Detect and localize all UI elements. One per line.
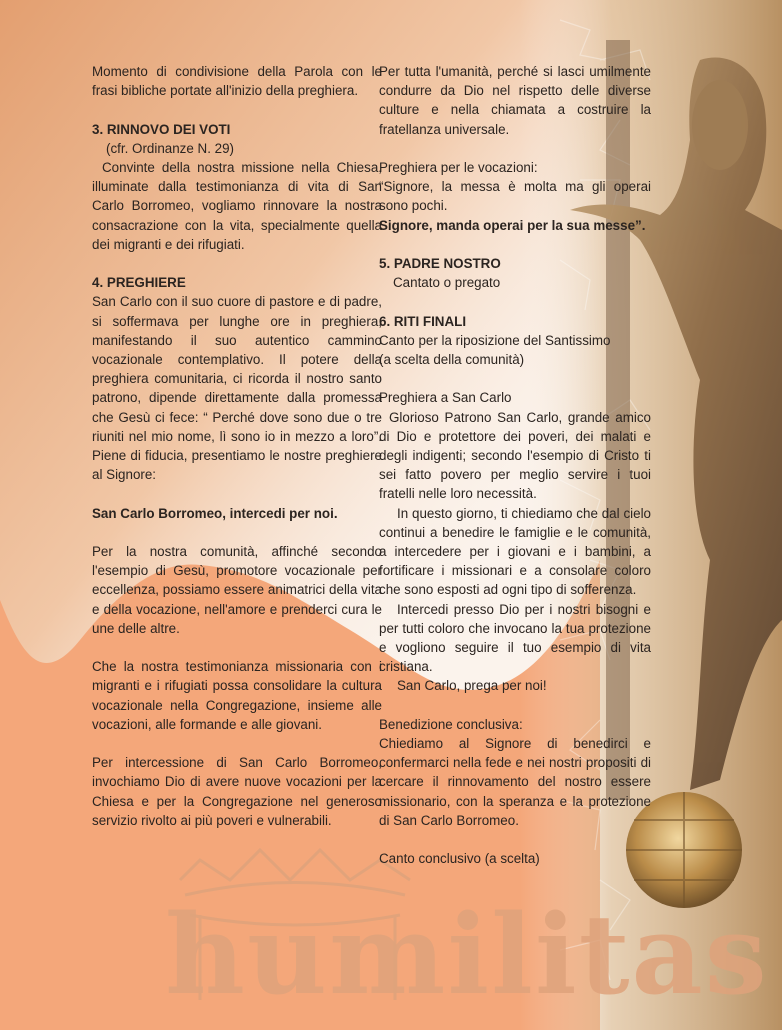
right-column xyxy=(379,62,651,868)
humilitas-watermark: humilitas xyxy=(165,890,769,1019)
song-note: (a scelta della comunità) xyxy=(379,352,525,367)
intention-community: Per la nostra comunità, affinché secondo l'esempio di Gesù, promotore vocazionale per eccellenza, possiamo essere animatrici della vita e della vocazione, nell'amore e prenderci cura le une delle altre. xyxy=(92,544,382,636)
vocations-line-2: Signore, manda operai per la sua messe”. xyxy=(379,217,646,233)
section-4-body: San Carlo con il suo cuore di pastore e di padre, si soffermava per lunghe ore in preghiera, manifestando il suo autentico cammino vocazionale contemplativo. Il potere della preghiera comunitaria, ci ricorda il nostro santo patrono, dipende direttamente dalla promessa che Gesù ci fece: “ Perché dove sono due o tre riuniti nel mio nome, lì sono io in mezzo a loro”. Piene di fiducia, presentiamo le nostre preghiere al Signore: xyxy=(92,294,382,483)
intention-humanity: Per tutta l'umanità, perché si lasci umilmente condurre da Dio nel rispetto delle diverse culture e nella chiamata a costruire la fratellanza universale. xyxy=(379,64,651,137)
intention-testimony: Che la nostra testimonianza missionaria con i migranti e i rifugiati possa consolidare la cultura vocazionale nella Congregazione, insieme alle vocazioni, alle formande e alle giovani. xyxy=(92,659,382,732)
prayer-response: San Carlo Borromeo, intercedi per noi. xyxy=(92,505,338,521)
prayer-paragraph-3: Intercedi presso Dio per i nostri bisogni e per tutti coloro che invocano la tua protezione e vogliono seguire il tuo esempio di vita cristiana. xyxy=(379,601,651,675)
section-4-heading: 4. PREGHIERE xyxy=(92,275,186,291)
prayer-paragraph-1: Glorioso Patrono San Carlo, grande amico di Dio e protettore dei poveri, dei malati e degli indigenti; secondo l'esempio di Cristo ti sei fatto povero per meglio servire i tuoi fratelli nelle loro necessità. xyxy=(379,409,651,502)
section-6-heading: 6. RITI FINALI xyxy=(379,313,467,329)
section-5-heading: 5. PADRE NOSTRO xyxy=(379,256,501,271)
closing-song-note: (a scelta) xyxy=(480,851,540,867)
intention-vocations: Per intercessione di San Carlo Borromeo, invochiamo Dio di avere nuove vocazioni per la Chiesa e per la Congregazione nel generoso servizio rivolto ai più poveri e vulnerabili. xyxy=(92,755,382,828)
closing-song-label: Canto conclusivo xyxy=(379,851,481,867)
prayer-title: Preghiera a San Carlo xyxy=(379,390,512,406)
prayer-paragraph-4: San Carlo, prega per noi! xyxy=(397,678,547,694)
section-3-reference: (cfr. Ordinanze N. 29) xyxy=(106,140,235,156)
left-column xyxy=(92,62,382,830)
prayer-paragraph-2: In questo giorno, ti chiediamo che dal cielo continui a benedire le famiglie e le comunità, a intercedere per i giovani e i bambini, a fortificare i missionari e a consolare coloro che sono esposti ad ogni tipo di sofferenza. xyxy=(379,505,651,598)
section-3-heading: 3. RINNOVO DEI VOTI xyxy=(92,121,231,137)
section-5-note: Cantato o pregato xyxy=(393,275,501,291)
section-3-body: Convinte della nostra missione nella Chiesa, illuminate dalla testimonianza di vita di San Carlo Borromeo, vogliamo rinnovare la nostra consacrazione con la vita, specialmente quella dei migranti e dei rifugiati. xyxy=(92,160,382,252)
closing-song xyxy=(379,849,651,868)
intro-text: Momento di condivisione della Parola con le frasi bibliche portate all'inizio della preghiera. xyxy=(92,64,382,99)
vocations-label: Preghiera per le vocazioni: xyxy=(379,160,538,175)
song-title: Canto per la riposizione del Santissimo xyxy=(379,332,611,348)
blessing-label: Benedizione conclusiva: xyxy=(379,716,523,732)
blessing-body: Chiediamo al Signore di benedirci e confermarci nella fede e nei nostri propositi di cercare il rinnovamento del nostro essere missionario, con la speranza e la protezione di San Carlo Borromeo. xyxy=(379,736,651,828)
vocations-line-1: “Signore, la messa è molta ma gli operai sono pochi. xyxy=(379,179,651,214)
